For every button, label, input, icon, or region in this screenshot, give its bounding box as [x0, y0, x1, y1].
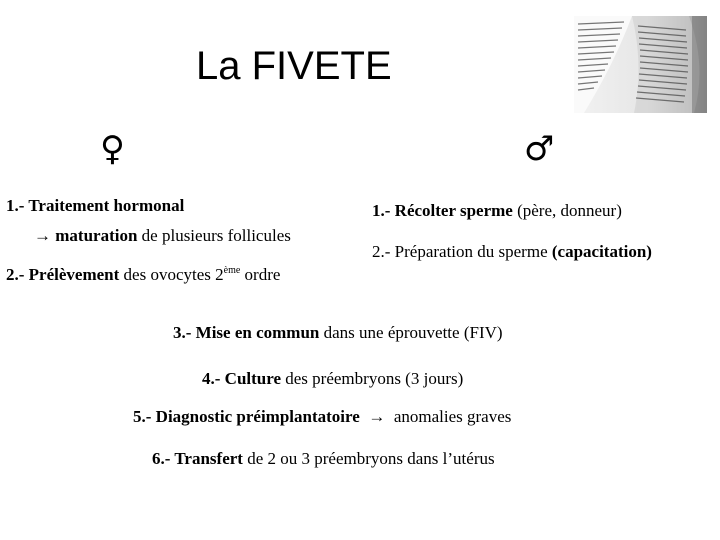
order-superscript: ème [223, 265, 241, 276]
female-step-1-detail [34, 226, 291, 246]
common-step-3 [173, 323, 503, 343]
book-pages-picture [574, 16, 707, 113]
male-step-1-label: 1.- Récolter sperme [372, 201, 513, 220]
step-5-text: → anomalies graves [359, 407, 512, 426]
step-4-label: 4.- Culture [202, 369, 282, 388]
male-step-2-label: 2.- Préparation du sperme [372, 242, 552, 261]
oocytes-text: des ovocytes 2 [119, 265, 224, 284]
book-pages-image [574, 16, 707, 113]
step-3-label: 3.- Mise en commun [173, 323, 320, 342]
step-4-text: des préembryons (3 jours) [281, 369, 464, 388]
common-step-4 [202, 369, 463, 389]
arrow: → [34, 226, 56, 245]
common-step-6 [152, 449, 495, 469]
maturation-term: maturation [55, 226, 138, 245]
step-3-text: dans une éprouvette (FIV) [319, 323, 503, 342]
step-6-text: de 2 ou 3 préembryons dans l’utérus [242, 449, 495, 468]
female-step-2 [6, 265, 280, 285]
page-title: La FIVETE [196, 44, 392, 88]
female-symbol-icon: ♀ [100, 129, 125, 169]
follicles-text: de plusieurs follicules [137, 226, 291, 245]
order-text: ordre [240, 265, 281, 284]
male-step-2 [372, 242, 652, 262]
donor-text: (père, donneur) [512, 201, 622, 220]
male-step-1 [372, 201, 622, 221]
male-symbol-icon: ♂ [524, 129, 555, 169]
common-step-5 [133, 407, 511, 427]
step-5-label: 5.- Diagnostic préimplantatoire [133, 407, 360, 426]
female-step-1-label: 1.- Traitement hormonal [6, 196, 185, 215]
step-6-label: 6.- Transfert [152, 449, 243, 468]
female-step-1 [6, 196, 184, 216]
capacitation-term: (capacitation) [551, 242, 652, 261]
female-step-2-label: 2.- Prélèvement [6, 265, 120, 284]
